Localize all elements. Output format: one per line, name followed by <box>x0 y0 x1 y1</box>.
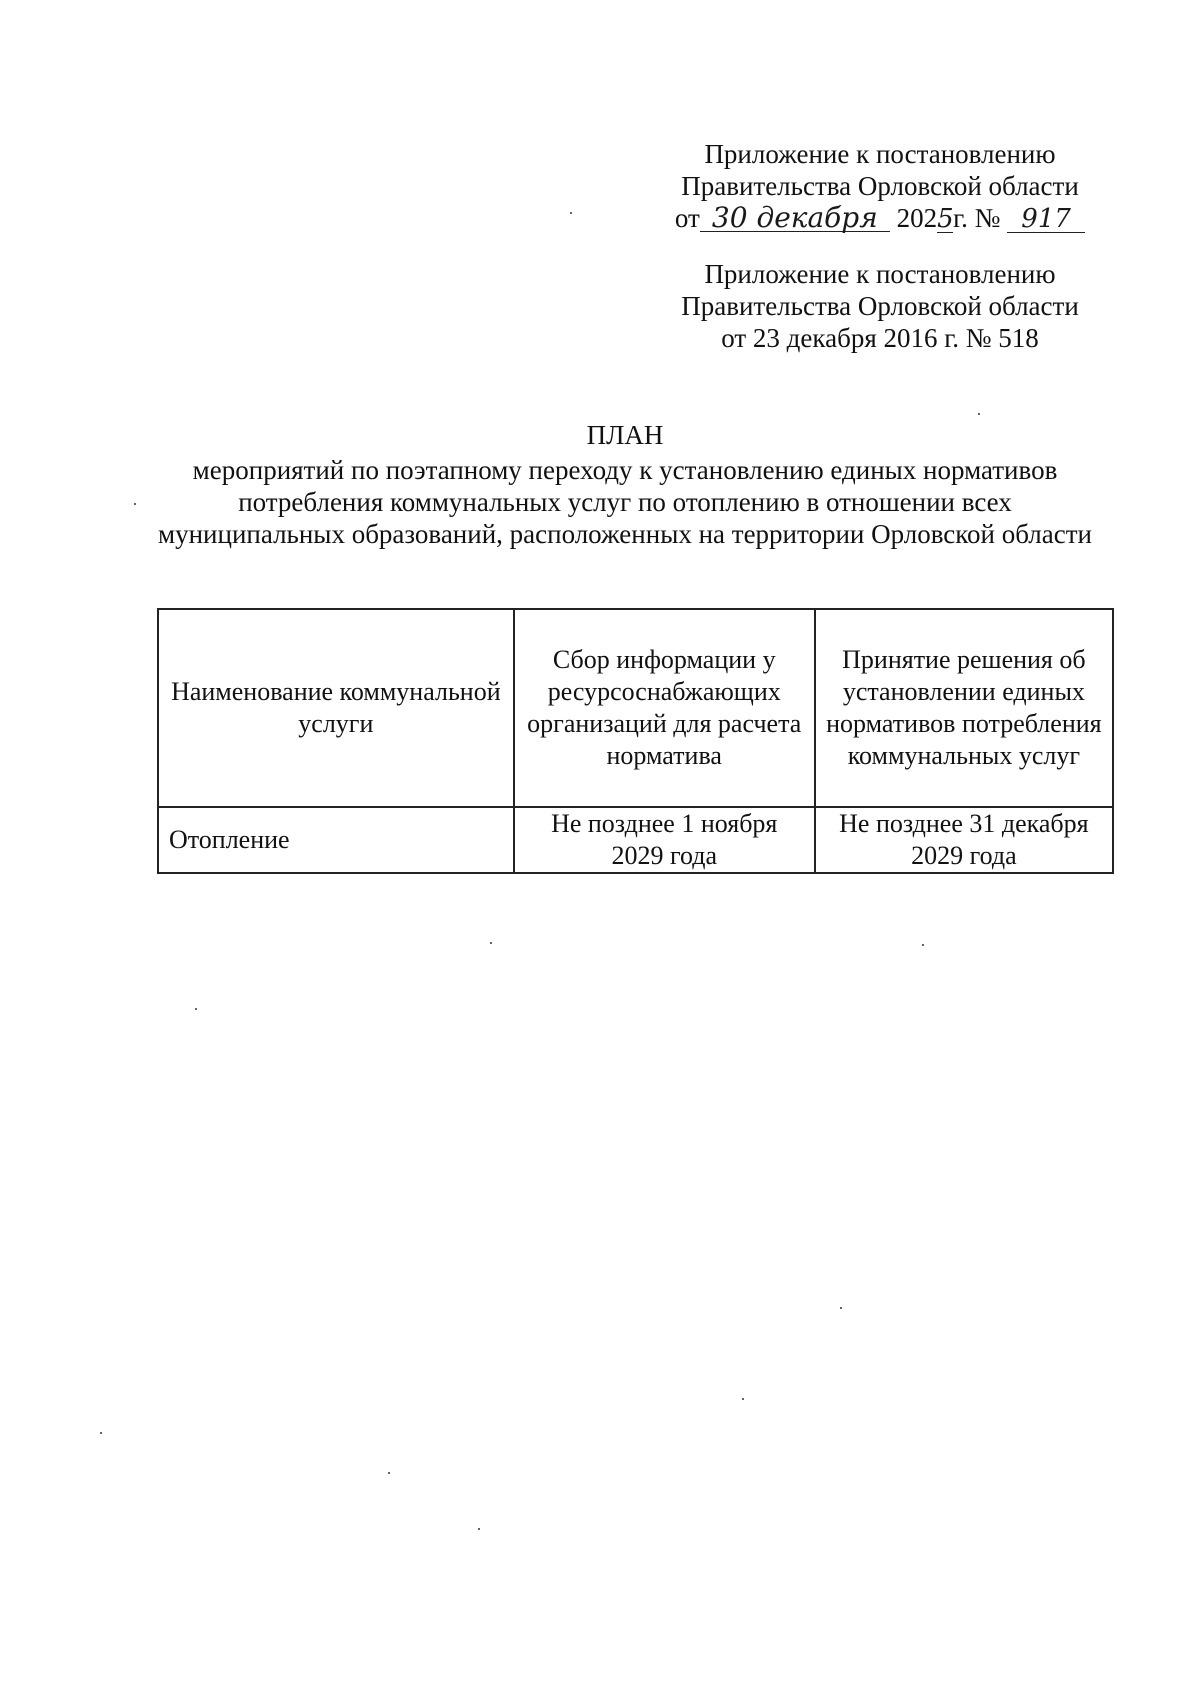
scan-speck <box>195 1008 197 1010</box>
header-decision: Принятие решения об установлении единых нормативов потребления коммунальных услуг <box>815 609 1113 807</box>
cell-collection-deadline: Не позднее 1 ноября 2029 года <box>514 807 815 873</box>
appendix-current-date-line <box>600 202 1160 234</box>
plan-title-block <box>110 418 1140 550</box>
handwritten-date: 30 декабря <box>700 205 890 232</box>
scan-speck <box>922 944 924 946</box>
table-header-row <box>158 609 1113 807</box>
appendix-current-line2: Правительства Орловской области <box>681 171 1079 201</box>
appendix-original-line1: Приложение к постановлению <box>704 259 1056 289</box>
plan-table <box>157 608 1114 874</box>
appendix-original-line3: от 23 декабря 2016 г. № 518 <box>721 323 1039 353</box>
appendix-current-header <box>600 138 1160 234</box>
date-prefix: от <box>674 203 700 233</box>
appendix-original-header <box>600 258 1160 354</box>
scan-speck <box>978 413 980 415</box>
appendix-current-line1: Приложение к постановлению <box>704 139 1056 169</box>
handwritten-number: 917 <box>1007 206 1085 233</box>
scan-speck <box>490 942 492 944</box>
scan-speck <box>134 503 136 505</box>
plan-heading: ПЛАН <box>586 420 664 450</box>
year-prefix: 202 <box>896 203 938 233</box>
scan-speck <box>840 1307 842 1309</box>
plan-description: мероприятий по поэтапному переходу к установлению единых нормативов потребления коммунальных услуг по отоплению в отношении всех муниципальных образований, расположенных на территории Орловской области <box>158 455 1092 549</box>
scan-speck <box>388 1472 390 1474</box>
cell-service: Отопление <box>158 807 514 873</box>
appendix-original-line2: Правительства Орловской области <box>681 291 1079 321</box>
cell-decision-deadline: Не позднее 31 декабря 2029 года <box>815 807 1113 873</box>
scan-speck <box>478 1528 480 1530</box>
header-service-name: Наименование коммунальной услуги <box>158 609 514 807</box>
scan-speck <box>742 1398 744 1400</box>
scan-speck <box>100 1432 102 1434</box>
table-row <box>158 807 1113 873</box>
year-suffix: г. № <box>953 203 1001 233</box>
header-info-collection: Сбор информации у ресурсоснабжающих организаций для расчета норматива <box>514 609 815 807</box>
handwritten-year-digit: 5 <box>937 204 954 234</box>
scan-speck <box>570 212 572 214</box>
